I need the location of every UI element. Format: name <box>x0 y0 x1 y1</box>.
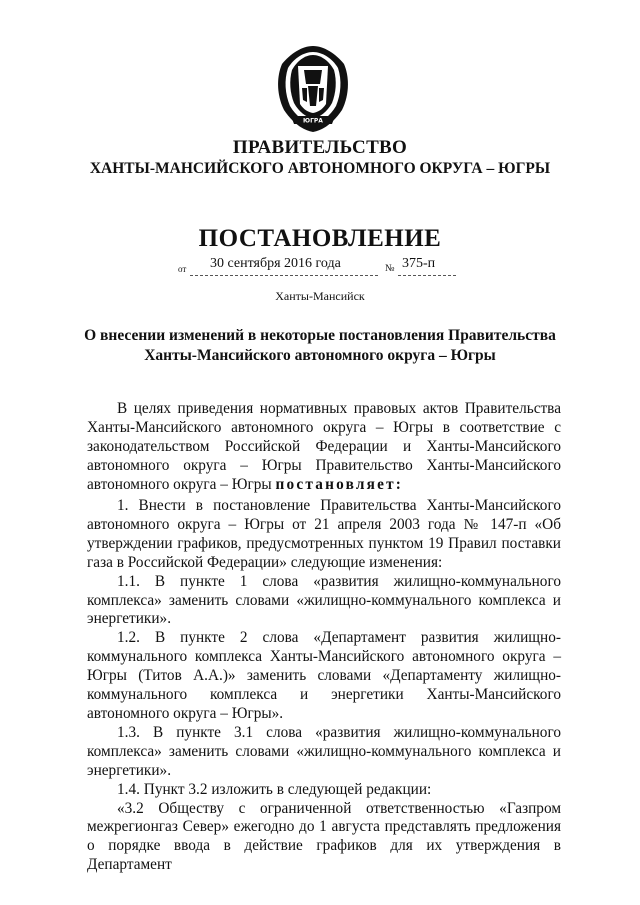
intro-text-block <box>87 400 561 495</box>
coat-of-arms-icon <box>274 44 352 134</box>
subject-line-1: О внесении изменений в некоторые постановления Правительства <box>84 327 556 344</box>
date-prefix: от <box>178 264 187 274</box>
clause-1: 1. Внести в постановление Правительства Ханты-Мансийского автономного округа – Югры от 21 апреля 2003 года № 147-п «Об утверждении графиков, предусмотренных пунктом 19 Правил поставки газа в Российской Федерации» следующие изменения: <box>87 497 561 571</box>
clause-1-2: 1.2. В пункте 2 слова «Департамент развития жилищно-коммунального комплекса Ханты-Мансийского автономного округа – Югры (Титов А.А.)» заменить словами «Департаменту жилищно-коммунального комплекса и энергетики Ханты-Мансийского автономного округа – Югры». <box>87 629 561 722</box>
decree-clauses <box>87 497 561 875</box>
clause-1-1: 1.1. В пункте 1 слова «развития жилищно-коммунального комплекса» заменить словами «жилищно-коммунального комплекса и энергетики». <box>87 572 561 628</box>
intro-text: В целях приведения нормативных правовых актов Правительства Ханты-Мансийского автономного округа – Югры в соответствие с законодательством Российской Федерации и Ханты-Мансийского автономного округа – Югры Правительство Ханты-Мансийского автономного округа – Югры <box>87 400 561 493</box>
intro-paragraph <box>87 400 561 495</box>
emblem-text: ЮГРА <box>303 117 323 125</box>
document-number: 375-п <box>402 256 436 271</box>
clause-3-2-text: «3.2 Обществу с ограниченной ответственностью «Газпром межрегионгаз Север» ежегодно до 1 августа представлять предложения о порядке ввода в действие графиков для их утверждения в Департамент <box>87 799 561 874</box>
number-underline <box>398 275 456 276</box>
clause-1-4: 1.4. Пункт 3.2 изложить в следующей редакции: <box>117 780 432 798</box>
government-title: ПРАВИТЕЛЬСТВО <box>232 137 408 158</box>
document-subject <box>60 326 580 366</box>
decree-keyword: постановляет: <box>275 475 404 493</box>
document-type: ПОСТАНОВЛЕНИЕ <box>198 225 442 252</box>
date-number-line <box>170 256 470 278</box>
document-date: 30 сентября 2016 года <box>210 256 341 271</box>
city-name: Ханты-Мансийск <box>275 289 365 303</box>
clause-1-3: 1.3. В пункте 3.1 слова «развития жилищно-коммунального комплекса» заменить словами «жилищно-коммунального комплекса и энергетики». <box>87 723 561 779</box>
date-underline <box>190 275 378 276</box>
number-sign: № <box>385 263 395 274</box>
government-region: ХАНТЫ-МАНСИЙСКОГО АВТОНОМНОГО ОКРУГА – ЮГРЫ <box>89 160 551 177</box>
subject-line-2: Ханты-Мансийского автономного округа – Югры <box>144 347 496 364</box>
